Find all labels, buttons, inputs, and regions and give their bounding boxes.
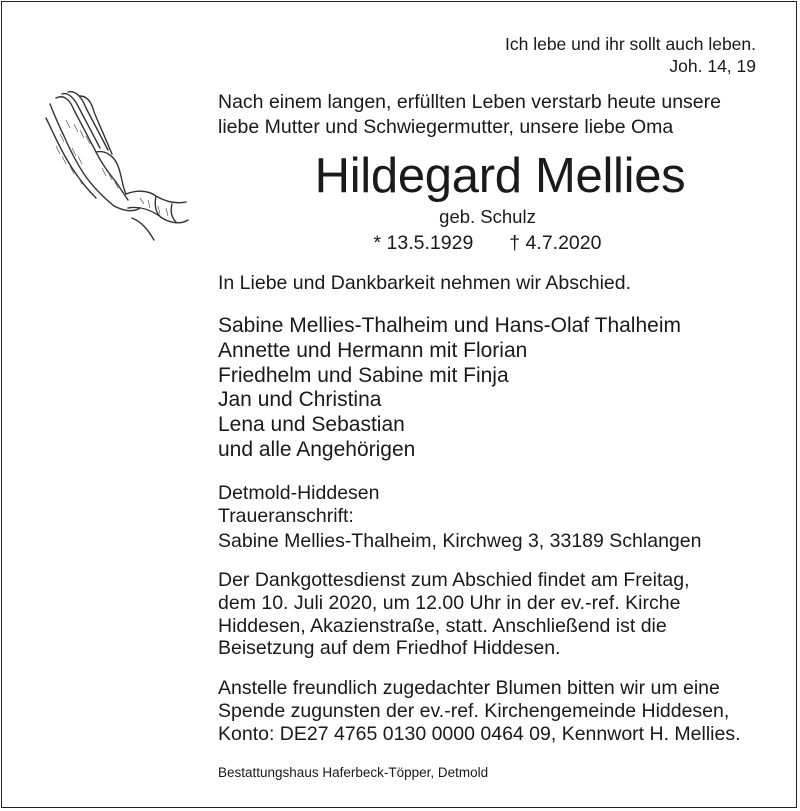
verse-text: Ich lebe und ihr sollt auch leben. [505, 34, 756, 54]
service-line: Hiddesen, Akazienstraße, statt. Anschließend ist die [218, 614, 667, 637]
bible-verse [505, 33, 756, 77]
service-line: dem 10. Juli 2020, um 12.00 Uhr in der ev.-ref. Kirche [218, 591, 681, 614]
life-dates [0, 231, 800, 255]
service-info [218, 569, 778, 660]
mourner-line: Friedhelm und Sabine mit Finja [218, 363, 509, 387]
service-line: Der Dankgottesdienst zum Abschied findet am Freitag, [218, 569, 690, 591]
donation-line: Anstelle freundlich zugedachter Blumen bitten wir um eine [218, 677, 720, 699]
undertaker-name: Bestattungshaus Haferbeck-Töpper, Detmold [218, 765, 489, 780]
address-value: Sabine Mellies-Thalheim, Kirchweg 3, 33189 Schlangen [218, 529, 702, 552]
maiden-name: geb. Schulz [439, 206, 536, 227]
mourner-line: Lena und Sebastian [218, 413, 405, 437]
donation-line: Konto: DE27 4765 0130 0000 0464 09, Kennwort H. Mellies. [218, 723, 741, 745]
intro-line: Nach einem langen, erfüllten Leben verstarb heute unsere [218, 91, 721, 113]
donation-line: Spende zugunsten der ev.-ref. Kirchengemeinde Hiddesen, [218, 700, 730, 722]
donation-info [218, 677, 778, 746]
mourning-address [218, 504, 778, 553]
address-label: Traueranschrift: [218, 505, 354, 527]
mourner-line: Annette und Hermann mit Florian [218, 338, 528, 362]
service-line: Beisetzung auf dem Friedhof Hiddesen. [218, 637, 561, 660]
birth-date: * 13.5.1929 [373, 232, 474, 254]
intro-line: liebe Mutter und Schwiegermutter, unsere liebe Oma [218, 116, 674, 138]
intro-text [218, 90, 778, 140]
deceased-name: Hildegard Mellies [314, 149, 686, 203]
farewell-text: In Liebe und Dankbarkeit nehmen wir Abschied. [218, 272, 632, 294]
mourner-line: Sabine Mellies-Thalheim und Hans-Olaf Thalheim [218, 314, 681, 337]
mourner-line: und alle Angehörigen [218, 437, 416, 461]
death-date: † 4.7.2020 [509, 232, 602, 254]
mourner-line: Jan und Christina [218, 388, 382, 412]
verse-reference: Joh. 14, 19 [669, 56, 756, 76]
mourners-list [218, 314, 778, 463]
place-name: Detmold-Hiddesen [218, 482, 380, 504]
